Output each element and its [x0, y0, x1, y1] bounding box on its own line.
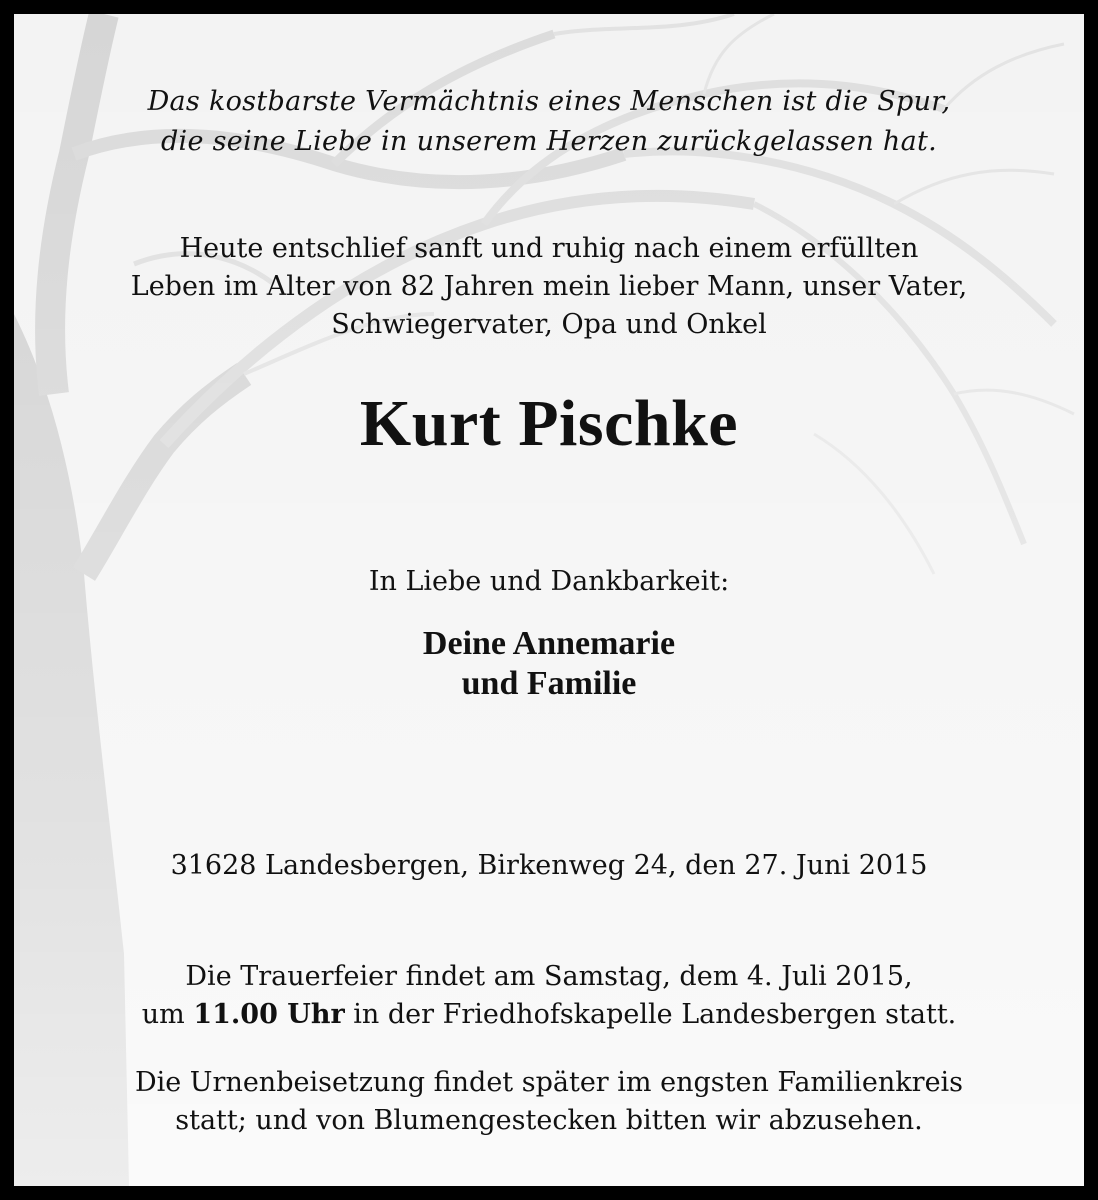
ceremony-prefix: um [141, 999, 185, 1030]
notice-content [14, 14, 1084, 1186]
deceased-name: Kurt Pischke [359, 387, 739, 460]
ceremony-line-1: Die Trauerfeier findet am Samstag, dem 4. Juli 2015, [185, 961, 913, 992]
announcement-line-1: Heute entschlief sanft und ruhig nach einem erfüllten [179, 233, 919, 264]
memorial-quote [14, 82, 1084, 162]
signatory-line-1: Deine Annemarie [422, 625, 676, 662]
urn-burial-info [14, 1064, 1084, 1140]
ceremony-location: in der Friedhofskapelle Landesbergen statt. [353, 999, 957, 1030]
death-announcement [14, 230, 1084, 344]
urn-line-1: Die Urnenbeisetzung findet später im engsten Familienkreis [134, 1067, 964, 1098]
quote-line-1: Das kostbarste Vermächtnis eines Menschen ist die Spur, [147, 86, 951, 117]
announcement-line-2: Leben im Alter von 82 Jahren mein lieber Mann, unser Vater, [130, 271, 968, 302]
funeral-ceremony-info [14, 958, 1084, 1034]
ceremony-line-2 [14, 996, 1084, 1034]
signatories [14, 624, 1084, 704]
ceremony-time: 11.00 Uhr [193, 999, 345, 1030]
urn-line-2: statt; und von Blumengestecken bitten wir abzusehen. [175, 1105, 923, 1136]
thanks-line: In Liebe und Dankbarkeit: [368, 566, 730, 597]
announcement-line-3: Schwiegervater, Opa und Onkel [331, 309, 767, 340]
quote-line-2: die seine Liebe in unserem Herzen zurückgelassen hat. [160, 126, 938, 157]
address-date: 31628 Landesbergen, Birkenweg 24, den 27. Juni 2015 [170, 850, 928, 881]
signatory-line-2: und Familie [461, 665, 637, 702]
